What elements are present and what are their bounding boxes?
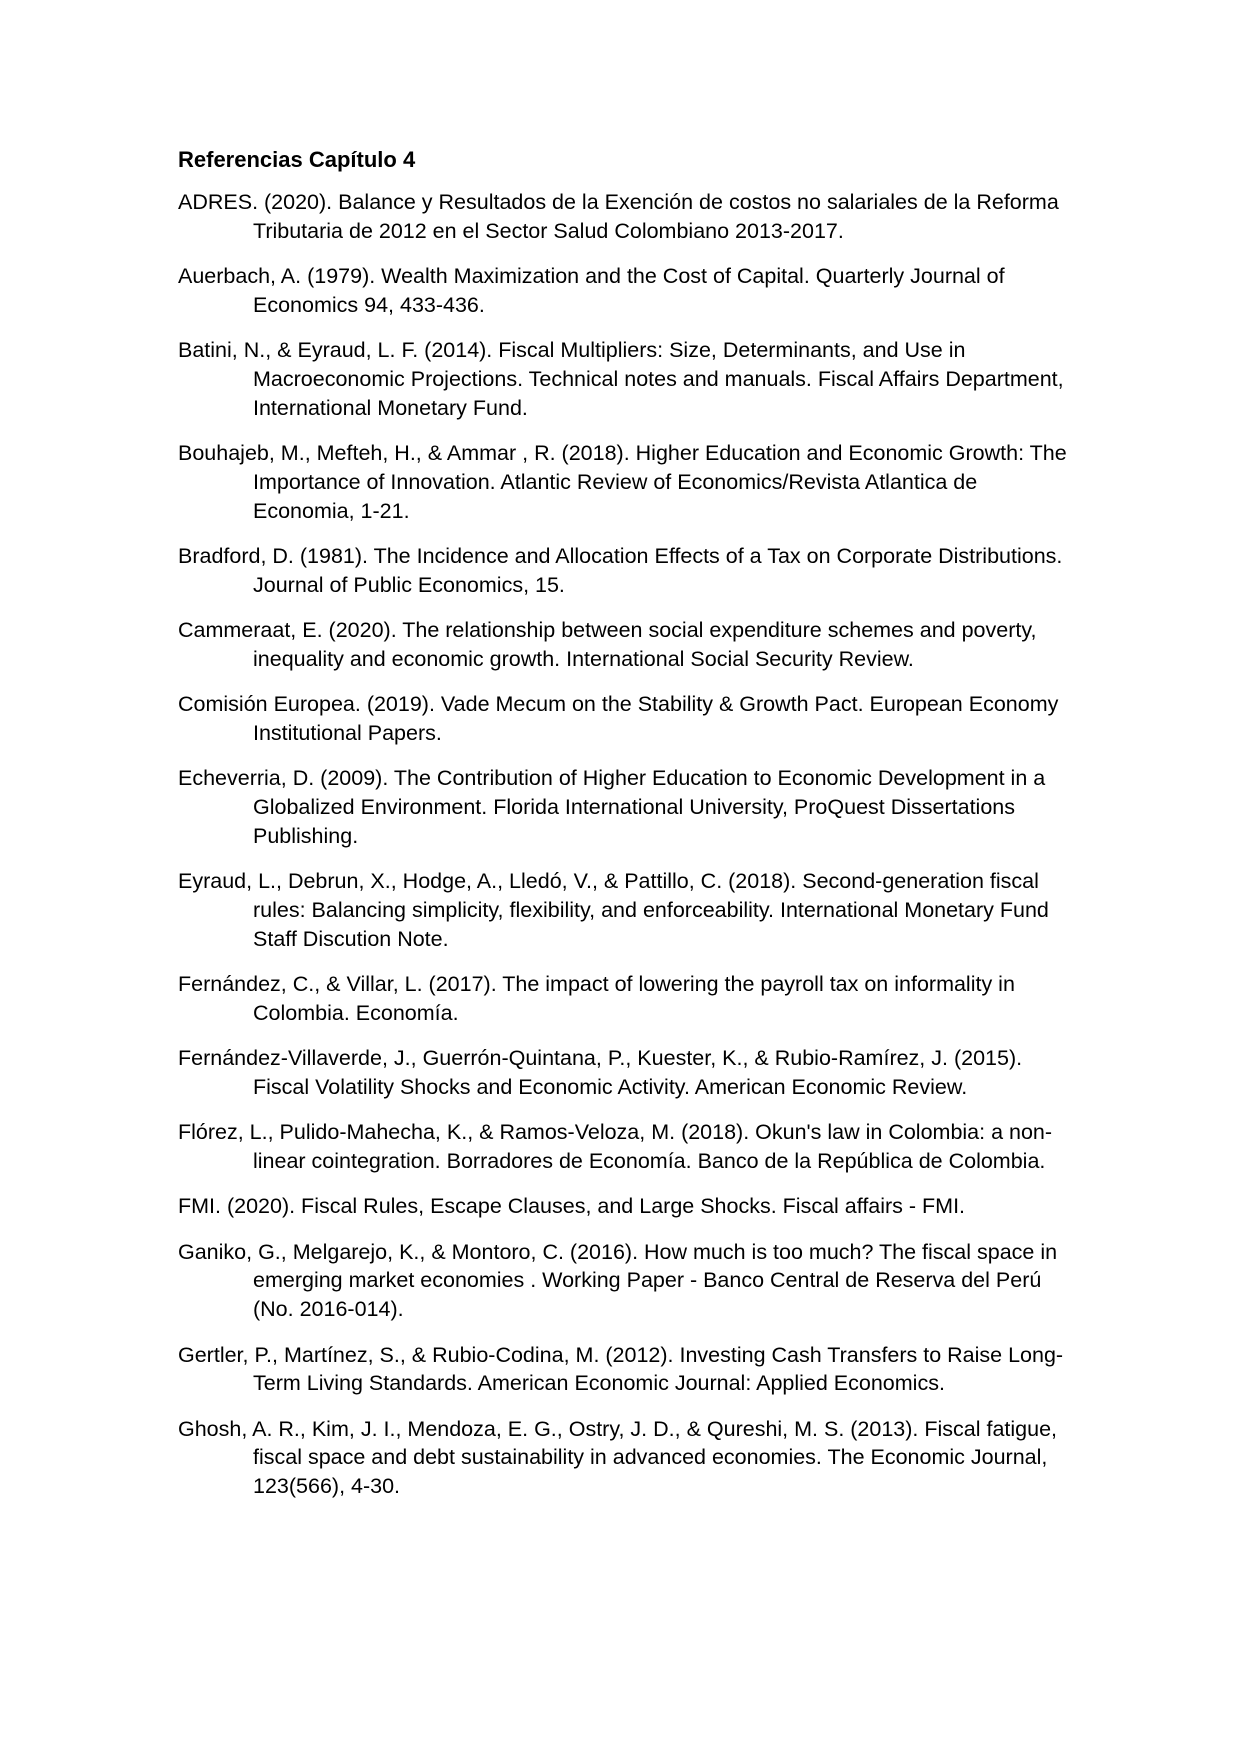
reference-entry: Bradford, D. (1981). The Incidence and Allocation Effects of a Tax on Corporate Distributions. Journal of Public Economics, 15. — [178, 543, 1063, 597]
reference-entry: Ganiko, G., Melgarejo, K., & Montoro, C. (2016). How much is too much? The fiscal space in emerging market economies . Working Paper - Banco Central de Reserva del Perú (No. 2016-014). — [178, 1239, 1058, 1322]
reference-entry: ADRES. (2020). Balance y Resultados de la Exención de costos no salariales de la Reforma Tributaria de 2012 en el Sector Salud Colombiano 2013-2017. — [178, 190, 1059, 243]
reference-entry: Fernández, C., & Villar, L. (2017). The impact of lowering the payroll tax on informality in Colombia. Economía. — [178, 972, 1015, 1025]
reference-entry: Gertler, P., Martínez, S., & Rubio-Codina, M. (2012). Investing Cash Transfers to Raise Long-Term Living Standards. American Economic Journal: Applied Economics. — [178, 1342, 1064, 1396]
reference-entry: Batini, N., & Eyraud, L. F. (2014). Fiscal Multipliers: Size, Determinants, and Use in Macroeconomic Projections. Technical notes and manuals. Fiscal Affairs Department, International Monetary Fund. — [178, 338, 1064, 420]
section-heading: Referencias Capítulo 4 — [178, 147, 416, 172]
reference-entry: Ghosh, A. R., Kim, J. I., Mendoza, E. G., Ostry, J. D., & Qureshi, M. S. (2013). Fiscal fatigue, fiscal space and debt sustainability in advanced economies. The Economic Journal, 123(566), 4-30. — [178, 1416, 1058, 1499]
references-section — [178, 146, 1078, 1517]
reference-entry: Eyraud, L., Debrun, X., Hodge, A., Lledó, V., & Pattillo, C. (2018). Second-generation fiscal rules: Balancing simplicity, flexibility, and enforceability. International Monetary Fund Staff Discution Note. — [178, 869, 1049, 951]
reference-entry: Flórez, L., Pulido-Mahecha, K., & Ramos-Veloza, M. (2018). Okun's law in Colombia: a non-linear cointegration. Borradores de Economía. Banco de la República de Colombia. — [178, 1120, 1053, 1174]
reference-entry: FMI. (2020). Fiscal Rules, Escape Clauses, and Large Shocks. Fiscal affairs - FMI. — [178, 1194, 966, 1219]
reference-entry: Fernández-Villaverde, J., Guerrón-Quintana, P., Kuester, K., & Rubio-Ramírez, J. (2015). Fiscal Volatility Shocks and Economic Activity. American Economic Review. — [178, 1046, 1023, 1099]
reference-list — [178, 188, 1078, 1501]
reference-entry: Comisión Europea. (2019). Vade Mecum on the Stability & Growth Pact. European Economy Institutional Papers. — [178, 692, 1059, 745]
reference-entry: Bouhajeb, M., Mefteh, H., & Ammar , R. (2018). Higher Education and Economic Growth: The Importance of Innovation. Atlantic Review of Economics/Revista Atlantica de Economia, 1-21. — [178, 441, 1067, 523]
reference-entry: Echeverria, D. (2009). The Contribution of Higher Education to Economic Development in a Globalized Environment. Florida International University, ProQuest Dissertations Publishing. — [178, 766, 1046, 848]
reference-entry: Cammeraat, E. (2020). The relationship between social expenditure schemes and poverty, inequality and economic growth. International Social Security Review. — [178, 618, 1037, 671]
reference-entry: Auerbach, A. (1979). Wealth Maximization and the Cost of Capital. Quarterly Journal of Economics 94, 433-436. — [178, 264, 1005, 317]
